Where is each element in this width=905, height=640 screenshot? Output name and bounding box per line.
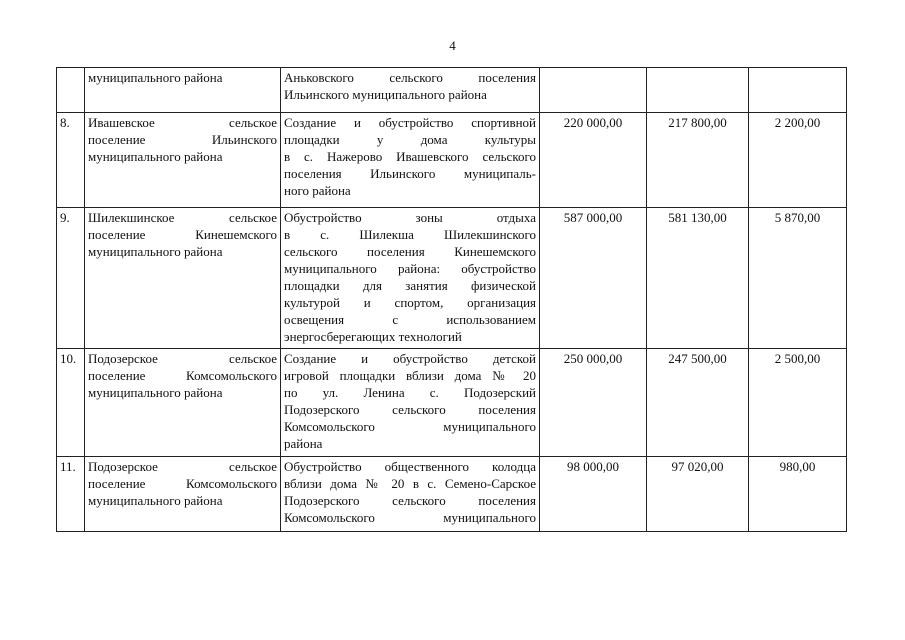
text-line: муниципального района (88, 244, 223, 259)
project-description (281, 68, 540, 113)
text-line: Аньковского сельского поселения (284, 70, 536, 85)
amount-regional: 247 500,00 (647, 349, 749, 457)
text-line: Обустройство зоны отдыха (284, 210, 536, 225)
table-row (57, 68, 847, 113)
amount-total: 220 000,00 (540, 113, 647, 208)
project-description (281, 457, 540, 532)
amount-local: 2 500,00 (749, 349, 847, 457)
project-description (281, 113, 540, 208)
text-line: муниципального района (88, 70, 223, 85)
text-line: Создание и обустройство детской (284, 351, 536, 366)
text-line: площадки для занятия физической (284, 278, 536, 293)
text-line: Подозерское сельское (88, 459, 277, 474)
text-line: Подозерское сельское (88, 351, 277, 366)
text-line: Создание и обустройство спортивной (284, 115, 536, 130)
text-line: муниципального района (88, 149, 223, 164)
row-number: 10. (57, 349, 85, 457)
text-line: Ивашевское сельское (88, 115, 277, 130)
row-number (57, 68, 85, 113)
row-number: 9. (57, 208, 85, 349)
text-line: вблизи дома № 20 в с. Семено-Сарское (284, 476, 536, 491)
amount-regional (647, 68, 749, 113)
text-line: района (284, 436, 323, 451)
text-line: муниципального района (88, 493, 223, 508)
text-line: в с. Нажерово Ивашевского сельского (284, 149, 536, 164)
project-description (281, 208, 540, 349)
text-line: Ильинского муниципального района (284, 87, 487, 102)
municipality-name (85, 208, 281, 349)
amount-total (540, 68, 647, 113)
text-line: Комсомольского муниципального (284, 419, 536, 434)
municipality-name (85, 113, 281, 208)
text-line: Подозерского сельского поселения (284, 493, 536, 508)
text-line: сельского поселения Кинешемского (284, 244, 536, 259)
amount-local: 980,00 (749, 457, 847, 532)
text-line: поселение Комсомольского (88, 368, 277, 383)
text-line: Шилекшинское сельское (88, 210, 277, 225)
funding-table (56, 67, 847, 532)
text-line: освещения с использованием (284, 312, 536, 327)
amount-regional: 97 020,00 (647, 457, 749, 532)
text-line: ного района (284, 183, 351, 198)
text-line: культурой и спортом, организация (284, 295, 536, 310)
amount-regional: 217 800,00 (647, 113, 749, 208)
municipality-name (85, 457, 281, 532)
amount-total: 98 000,00 (540, 457, 647, 532)
table-row (57, 208, 847, 349)
text-line: Обустройство общественного колодца (284, 459, 536, 474)
text-line: по ул. Ленина с. Подозерский (284, 385, 536, 400)
text-line: площадки у дома культуры (284, 132, 536, 147)
amount-total: 587 000,00 (540, 208, 647, 349)
text-line: игровой площадки вблизи дома № 20 (284, 368, 536, 383)
amount-local: 5 870,00 (749, 208, 847, 349)
table-row (57, 349, 847, 457)
text-line: поселение Кинешемского (88, 227, 277, 242)
text-line: муниципального района (88, 385, 223, 400)
municipality-name (85, 68, 281, 113)
text-line: поселение Комсомольского (88, 476, 277, 491)
row-number: 11. (57, 457, 85, 532)
page-number: 4 (449, 38, 456, 53)
table-row (57, 457, 847, 532)
text-line: поселения Ильинского муниципаль- (284, 166, 536, 181)
text-line: Подозерского сельского поселения (284, 402, 536, 417)
text-line: в с. Шилекша Шилекшинского (284, 227, 536, 242)
amount-regional: 581 130,00 (647, 208, 749, 349)
text-line: Комсомольского муниципального (284, 510, 536, 525)
text-line: поселение Ильинского (88, 132, 277, 147)
amount-local (749, 68, 847, 113)
amount-local: 2 200,00 (749, 113, 847, 208)
table-row (57, 113, 847, 208)
text-line: муниципального района: обустройство (284, 261, 536, 276)
text-line: энергосберегающих технологий (284, 329, 462, 344)
project-description (281, 349, 540, 457)
row-number: 8. (57, 113, 85, 208)
municipality-name (85, 349, 281, 457)
amount-total: 250 000,00 (540, 349, 647, 457)
